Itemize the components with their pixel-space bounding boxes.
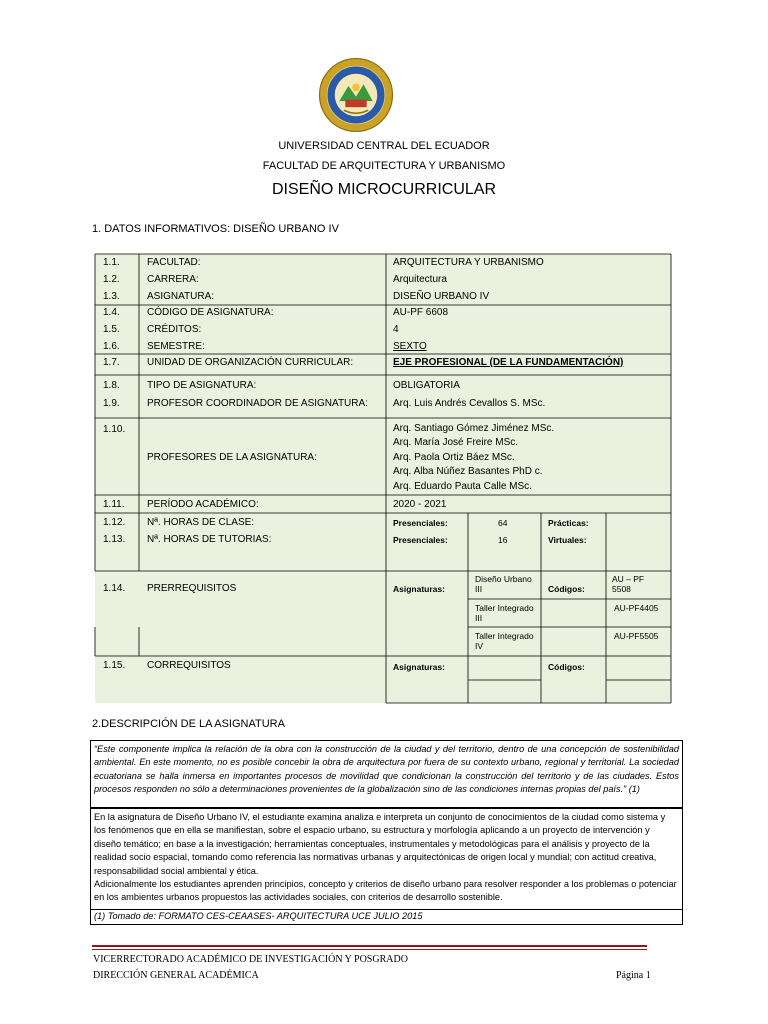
row-label: SEMESTRE: (147, 341, 205, 352)
professor-name: Arq. Eduardo Pauta Calle MSc. (393, 481, 532, 492)
row-num: 1.4. (103, 307, 120, 318)
description-source: (1) Tomado de: FORMATO CES-CEAASES- ARQUITECTURA UCE JULIO 2015 (90, 909, 683, 925)
professor-name: Arq. Paola Ortiz Báez MSc. (393, 452, 515, 463)
row-label: Nª. HORAS DE TUTORIAS: (147, 534, 272, 545)
description-quote: “Este componente implica la relación de la obra con la construcción de la ciudad y del territorio, dentro de una concepción de sostenibilidad ambiental. En este momento, no es posible concebir la obra de arquitectura por fuera de su contexto urbano, regional y territorial. La sociedad ecuatoriana se halla inmersa en importantes procesos de movilidad que condicionan la construcción del territorio y de las ciudades. Estos procesos responden no sólo a determinaciones provenientes de la globalización sino de las condiciones internas propias del país.” (1) (90, 740, 683, 808)
faculty-name: FACULTAD DE ARQUITECTURA Y URBANISMO (262, 160, 506, 172)
row-label: UNIDAD DE ORGANIZACIÓN CURRICULAR: (147, 357, 354, 368)
row-value: 4 (393, 324, 399, 335)
row-value: DISEÑO URBANO IV (393, 291, 490, 302)
row-value: OBLIGATORIA (393, 380, 460, 391)
hours-value: 64 (498, 518, 508, 528)
description-paragraph: Adicionalmente los estudiantes aprenden principios, concepto y criterios de diseño urbano para resolver responder a los problemas o potenciar en los ambientes urbanos propuestos las actividades sociales, con criterios de desarrollo sostenible. (94, 879, 677, 903)
row-num: 1.1. (103, 257, 120, 268)
prereq-code: AU-PF4405 (614, 603, 659, 613)
hours-key: Prácticas: (548, 518, 589, 528)
row-value: SEXTO (393, 341, 427, 352)
university-name: UNIVERSIDAD CENTRAL DEL ECUADOR (278, 140, 490, 152)
row-num: 1.13. (103, 534, 126, 545)
coreq-codes-label: Códigos: (548, 662, 585, 672)
prereq-code: AU – PF 5508 (612, 574, 645, 594)
row-label: CRÉDITOS: (147, 324, 202, 335)
row-label: FACULTAD: (147, 257, 201, 268)
row-num: 1.11. (103, 499, 125, 510)
coreq-subjects-label: Asignaturas: (393, 662, 445, 672)
row-num: 1.2. (103, 274, 120, 285)
prereq-subject: Diseño Urbano III (475, 574, 532, 594)
row-value: AU-PF 6608 (393, 307, 449, 318)
hours-value: 16 (498, 535, 508, 545)
prereq-subject: Taller Integrado III (475, 603, 534, 623)
section1-title: 1. DATOS INFORMATIVOS: DISEÑO URBANO IV (92, 223, 339, 235)
row-label: ASIGNATURA: (147, 291, 215, 302)
row-label: CÓDIGO DE ASIGNATURA: (147, 307, 274, 318)
footer-direccion: DIRECCIÓN GENERAL ACADÉMICA (93, 970, 259, 981)
row-label: PRERREQUISITOS (147, 583, 237, 594)
row-num: 1.3. (103, 291, 120, 302)
document-title: DISEÑO MICROCURRICULAR (271, 181, 496, 198)
footer-vicerrectorado: VICERRECTORADO ACADÉMICO DE INVESTIGACIÓN Y POSGRADO (93, 954, 408, 965)
row-value: 2020 - 2021 (393, 499, 447, 510)
row-value: Arq. Luis Andrés Cevallos S. MSc. (393, 398, 546, 409)
row-num: 1.15. (103, 660, 126, 671)
row-num: 1.8. (103, 380, 120, 391)
hours-key: Presenciales: (393, 535, 448, 545)
row-num: 1.7. (103, 357, 120, 368)
row-num: 1.10. (103, 424, 126, 435)
section2-title: 2.DESCRIPCIÓN DE LA ASIGNATURA (92, 718, 285, 730)
row-num: 1.12. (103, 517, 126, 528)
footer-rule (92, 949, 647, 950)
hours-key: Virtuales: (548, 535, 587, 545)
row-value: Arquitectura (393, 274, 447, 285)
prereq-codes-label: Códigos: (548, 584, 585, 594)
row-value: EJE PROFESIONAL (DE LA FUNDAMENTACIÓN) (393, 357, 624, 368)
prereq-subject: Taller Integrado IV (475, 631, 534, 651)
row-value: ARQUITECTURA Y URBANISMO (393, 257, 544, 268)
row-label: PROFESOR COORDINADOR DE ASIGNATURA: (147, 398, 368, 409)
row-num: 1.5. (103, 324, 120, 335)
row-label: TIPO DE ASIGNATURA: (147, 380, 257, 391)
row-label: Nª. HORAS DE CLASE: (147, 517, 255, 528)
row-label: CARRERA: (147, 274, 199, 285)
row-label: PERÍODO ACADÉMICO: (147, 499, 259, 510)
row-num: 1.14. (103, 583, 126, 594)
row-num: 1.6. (103, 341, 120, 352)
row-label: PROFESORES DE LA ASIGNATURA: (147, 452, 317, 463)
hours-key: Presenciales: (393, 518, 448, 528)
professor-name: Arq. Santiago Gómez Jiménez MSc. (393, 423, 555, 434)
description-paragraph: En la asignatura de Diseño Urbano IV, el estudiante examina analiza e interpreta un conjunto de conocimientos de la ciudad como sistema y los fenómenos que en ella se manifiestan, sobre el espacio urbano, su estructura y morfología aplicando a un proyecto de intervención y diseño temático; en base a la investigación; herramientas conceptuales, instrumentales y metodológicas para el análisis y proyecto de la realidad socio espacial, tomando como referencia las normativas urbanas y arquitectónicas de origen local y mundial; con actitud creativa, responsabilidad social ambiental y ética. (94, 812, 666, 876)
row-num: 1.9. (103, 398, 120, 409)
row-label: CORREQUISITOS (147, 660, 231, 671)
professor-name: Arq. Alba Núñez Basantes PhD c. (393, 466, 543, 477)
prereq-subjects-label: Asignaturas: (393, 584, 445, 594)
page-number: Página 1 (616, 970, 651, 981)
footer-rule (92, 945, 647, 947)
description-body (90, 808, 683, 910)
prereq-code: AU-PF5505 (614, 631, 659, 641)
professor-name: Arq. María José Freire MSc. (393, 437, 519, 448)
